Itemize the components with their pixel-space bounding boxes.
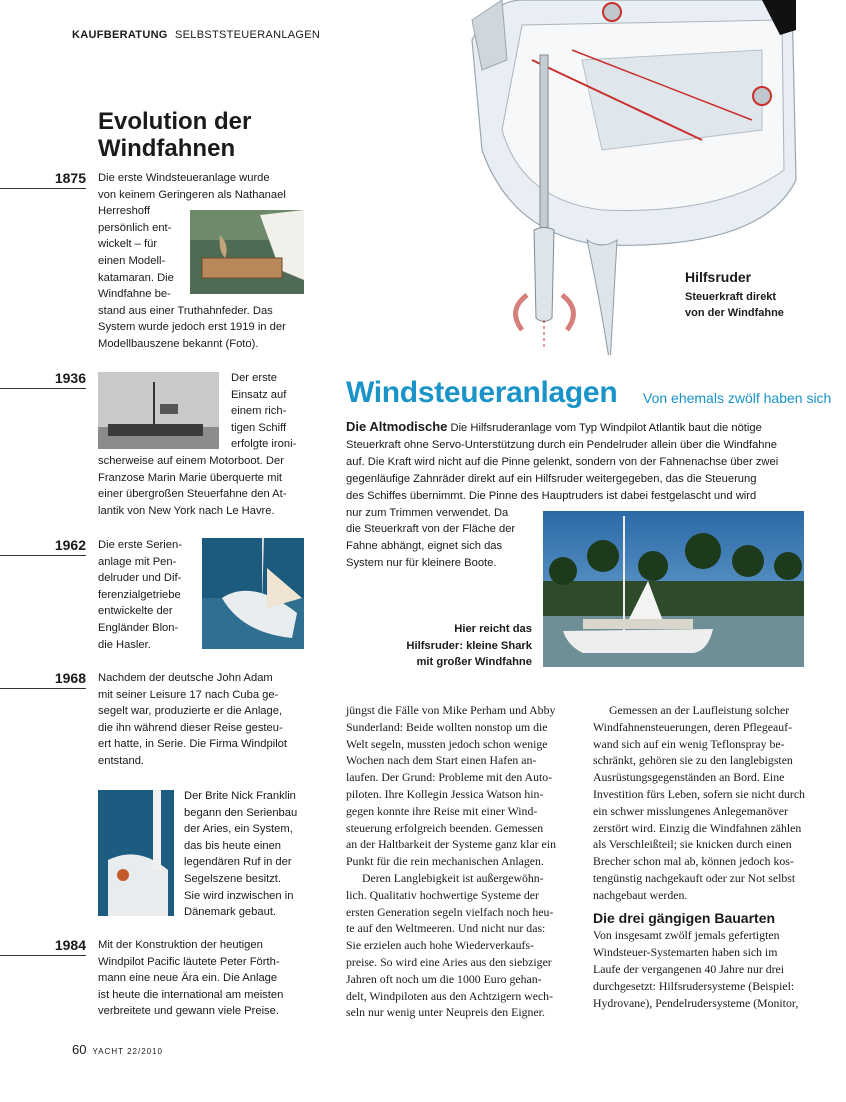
body-column-1 [346,702,576,1021]
body-line: preise. So wird eine Aries aus den siebziger [346,954,552,969]
entry-line: katamaran. Die [98,271,174,284]
article-title: Windsteueranlagen [346,376,618,409]
body-line: Ausrüstungsgegenständen an Bord. Eine [593,770,785,785]
entry-line: Windpilot Pacific läutete Peter Förth- [98,955,280,968]
entry-line: wickelt – für [98,238,158,251]
body-line: Laufe der vergangenen 40 Jahre nur drei [593,961,785,976]
entry-line: verbreitete und gewann viele Preise. [98,1005,279,1018]
entry-line: segelt war, produzierte er die Anlage, [98,705,283,718]
body-line: te auf den Weltmeeren. Und nicht nur das: [346,921,546,936]
year-1875: 1875 [0,170,86,189]
lead-line: des Schiffes übernimmt. Die Pinne des Hauptruders ist dabei festgelascht und wird [346,489,757,502]
body-column-2 [593,702,821,1011]
evolution-title [98,108,298,162]
body-line: seln nur wenig unter Neupreis den Eigner. [346,1005,545,1020]
diagram-desc [685,289,784,321]
body-line: Deren Langlebigkeit ist außergewöhn- [362,870,544,885]
body-line: an der Haltbarkeit der Systeme ganz klar ein [346,837,556,852]
entry-line: scherweise auf einem Motorboot. Der [98,455,284,467]
year-1968: 1968 [0,670,86,689]
body-line: piloten. Ihre Kollegin Jessica Watson hin- [346,786,544,801]
body-line: Brecher schon mal ab, können jedoch kos- [593,854,794,869]
body-line: wand sich auf ein wenig Teflonspray be- [593,736,785,751]
running-header [72,29,320,41]
diagram-label: Hilfsruder [685,269,752,285]
entry-line: Der erste [231,372,278,384]
motorboat-photo [98,372,219,449]
caption-line: Hier reicht das [454,623,532,635]
entry-line: die ihn während dieser Reise gesteu- [98,721,283,734]
entry-line: Die erste Windsteueranlage wurde [98,172,270,184]
header-topic: SELBSTSTEUERANLAGEN [175,29,321,41]
entry-line: das bis heute einen [184,839,282,852]
entry-line: mit seiner Leisure 17 nach Cuba ge- [98,688,279,701]
body-line: Wochen nach dem Start einen Hafen an- [346,753,537,768]
catamaran-model-photo [190,210,304,294]
entry-line: tigen Schiff [231,421,287,434]
entry-line: lantik von New York nach Le Havre. [98,504,275,517]
lead-line: nur zum Trimmen verwendet. Da [346,506,509,519]
caption-line: Hilfsruder: kleine Shark [406,639,532,652]
entry-line: begann den Serienbau [184,806,298,819]
header-section: KAUFBERATUNG [72,29,168,41]
lead-line: Steuerkraft ohne Servo-Unterstützung durch ein Pendelruder allein über die Windfahne [346,438,777,451]
body-line: laufen. Der Grund: Probleme mit den Auto- [346,770,553,785]
evolution-title-line-2: Windfahnen [98,135,236,162]
entry-line: Dänemark gebaut. [184,906,277,919]
body-line: ein schwer misslungenes Anlegemanöver [593,803,788,818]
entry-line: erfolgte ironi- [231,438,297,451]
body-line: Investition fürs Leben, sofern sie nicht durch [593,786,805,801]
lead-line: Fahne abhängt, eignet sich das [346,540,503,553]
shark-boat-photo [543,511,804,667]
year-1936: 1936 [0,370,86,389]
body-line: Welt segeln, mussten jedoch schon wenige [346,736,548,751]
entry-line: einen Modell- [98,254,166,267]
page-footer [72,1042,163,1057]
section-heading: Die drei gängigen Bauarten [593,909,776,926]
body-line: durchgesetzt: Hilfsrudersysteme (Beispiel: [593,978,795,993]
entry-line: der Aries, ein System, [184,823,293,836]
issue-label: YACHT 22/2010 [92,1047,163,1056]
entry-line: delruder und Dif- [98,572,182,585]
page-number: 60 [72,1042,87,1057]
entry-1936-text-b [98,453,313,519]
body-line: tengünstig nachgekauft oder zur Not selbst [593,870,796,885]
photo-caption [380,621,532,671]
entry-line: mann eine neue Ära ein. Die Anlage [98,972,278,985]
lead-line: Die Hilfsruderanlage vom Typ Windpilot Atlantik baut die nötige [447,422,762,434]
entry-line: die Hasler. [98,638,151,651]
entry-line: ferenzialgetriebe [98,588,181,601]
lead-line: auf. Die Kraft wird nicht auf die Pinne gelenkt, sondern von der Fahnenachse über zwei [346,455,779,468]
body-line: Windfahnensteuerungen, deren Pflegeauf- [593,719,793,734]
entry-line: einer übergroßen Steuerfahne den At- [98,488,287,501]
lead-line: die Steuerkraft von der Fläche der [346,523,516,536]
entry-line: Herreshoff [98,205,151,218]
body-line: Windsteuer-Systemarten haben sich im [593,945,778,960]
entry-line: anlage mit Pen- [98,555,177,568]
entry-line: entwickelte der [98,605,173,618]
body-line: schränkt, gehören sie zu den langlebigsten [593,753,793,768]
entry-line: Mit der Konstruktion der heutigen [98,939,263,951]
body-line: Jahren oft noch um die 1000 Euro gehan- [346,971,542,986]
entry-line: ist heute die international am meisten [98,988,284,1001]
body-line: Sunderland: Beide wollten nonstop um die [346,719,548,734]
entry-line: entstand. [98,754,145,767]
body-line: steuerung erfolgreich beenden. Gemessen [346,820,544,835]
entry-line: Die erste Serien- [98,539,182,551]
entry-line: Einsatz auf [231,388,287,401]
article-subtitle: Von ehemals zwölf haben sich [643,390,832,406]
year-1984: 1984 [0,937,86,956]
entry-line: Der Brite Nick Franklin [184,790,296,802]
body-line: lich. Qualitativ hochwertige Systeme der [346,887,539,902]
body-line: nachgebaut werden. [593,887,688,902]
lead-line: System nur für kleinere Boote. [346,557,497,570]
body-line: delt, Windpiloten aus den Achtzigern wech- [346,988,554,1003]
entry-1968-text-b [184,788,309,921]
entry-line: einem rich- [231,405,287,418]
entry-line: Segelszene besitzt. [184,872,282,885]
body-line: als Verschleißteil; sie knicken durch einen [593,837,792,852]
body-line: jüngst die Fälle von Mike Perham und Abby [346,703,556,717]
entry-line: Windfahne be- [98,288,171,301]
lead-line: gegenläufige Zahnräder direkt auf ein Hilfsruder weitergegeben, das die Steuerung [346,472,757,485]
entry-line: ert hatte, in Serie. Die Firma Windpilot [98,738,288,751]
entry-line: persönlich ent- [98,221,172,234]
body-line: zerstört wird. Einzig die Windfahnen zählen [593,820,802,835]
caption-line: mit großer Windfahne [416,656,532,668]
entry-1962-text [98,537,198,653]
body-line: Von insgesamt zwölf jemals gefertigten [593,928,780,943]
entry-line: Modellbauszene bekannt (Foto). [98,337,259,350]
entry-1936-text-a [231,370,311,453]
entry-line: Nachdem der deutsche John Adam [98,672,273,684]
entry-1984-text [98,937,313,1020]
body-line: Punkt für die rein mechanischen Anlagen. [346,854,544,869]
lead-head: Die Altmodische [346,419,448,434]
diagram-desc-line-1: Steuerkraft direkt [685,291,777,303]
body-line: ersten Generation segeln vielfach noch heu- [346,904,554,919]
entry-line: System wurde jedoch erst 1919 in der [98,321,286,334]
diagram-desc-line-2: von der Windfahne [685,307,784,319]
entry-line: von keinem Geringeren als Nathanael [98,188,286,201]
entry-line: stand aus einer Truthahnfeder. Das [98,304,273,317]
entry-line: Sie wird inzwischen in [184,889,294,902]
body-line: gegen konnte ihre Reise mit einer Wind- [346,803,538,818]
hasler-photo [202,538,304,649]
entry-1968-text [98,670,313,770]
body-line: Sie erzielen auch hohe Wiederverkaufs- [346,938,534,953]
body-line: Gemessen an der Laufleistung solcher [609,703,790,717]
body-line: Hydrovane), Pendelrudersysteme (Monitor, [593,995,799,1010]
entry-line: Engländer Blon- [98,621,179,634]
entry-line: Franzose Marin Marie überquerte mit [98,471,283,484]
aries-photo [98,790,174,916]
evolution-title-line-1: Evolution der [98,108,252,135]
year-1962: 1962 [0,537,86,556]
entry-line: legendären Ruf in der [184,856,292,869]
